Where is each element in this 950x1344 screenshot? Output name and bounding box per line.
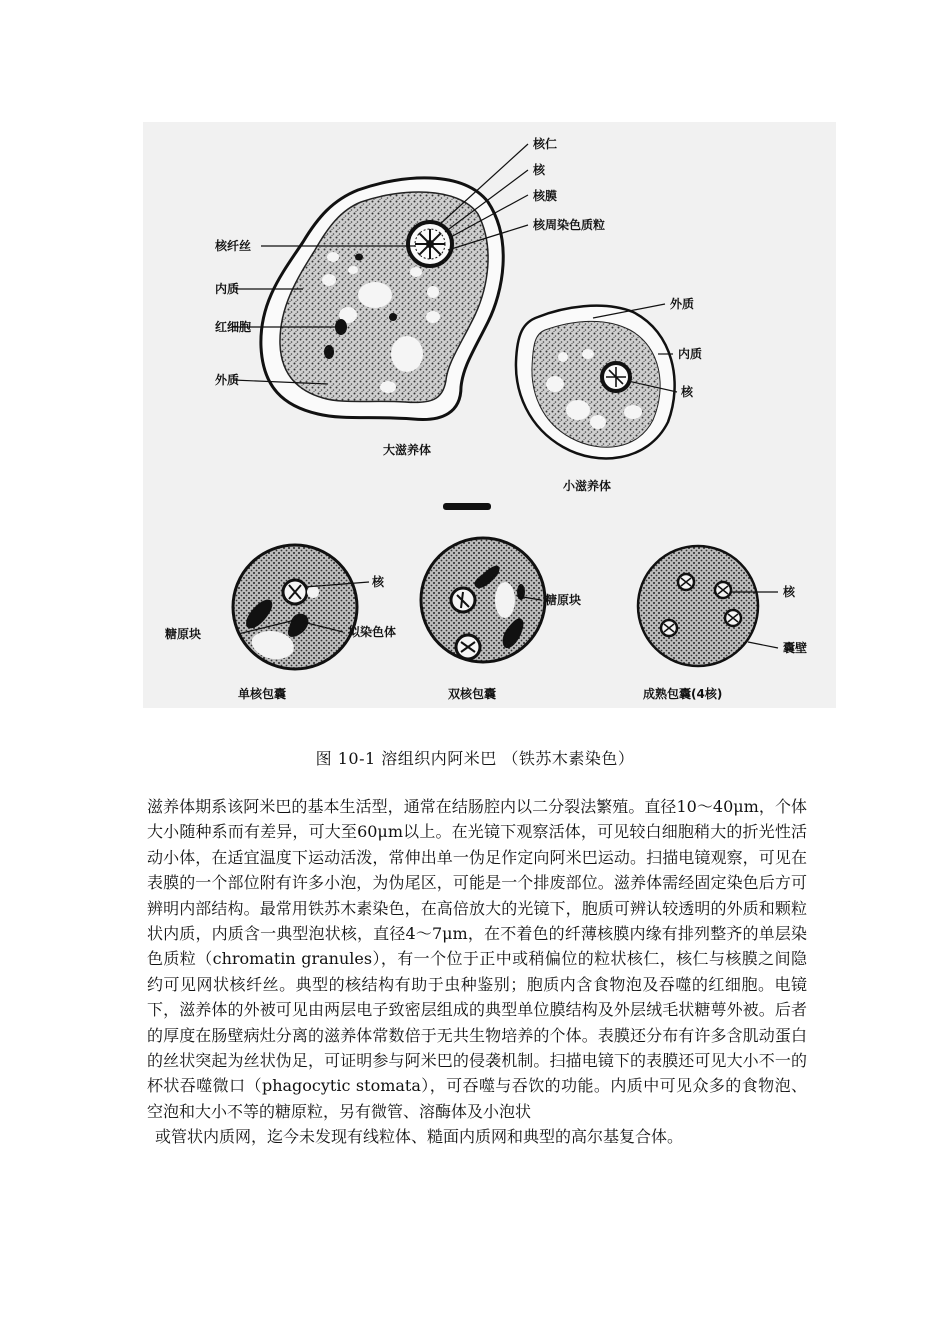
label-endoplasm: 内质: [215, 282, 240, 296]
caption-small-trophozoite: 小滋养体: [563, 479, 612, 493]
body-text: [147, 794, 807, 1150]
label-nuclear-membrane: 核膜: [533, 189, 558, 203]
label-ectoplasm: 外质: [215, 373, 240, 387]
label-small-ectoplasm: 外质: [670, 297, 695, 311]
figure-caption: 图 10-1 溶组织内阿米巴 （铁苏木素染色）: [315, 749, 635, 768]
label-cyst-glycogen: 糖原块: [165, 627, 202, 641]
caption-big-trophozoite: 大滋养体: [383, 443, 432, 457]
amoeba-figure: [143, 122, 836, 708]
label-chromatin: 核周染色质粒: [533, 218, 606, 232]
label-small-nucleus: 核: [681, 385, 694, 399]
paragraph-last: 或管状内质网，迄今未发现有线粒体、糙面内质网和典型的高尔基复合体。: [155, 1127, 684, 1147]
label-nucleus: 核: [533, 163, 546, 177]
caption-double-cyst: 双核包囊: [448, 687, 497, 701]
small-trophozoite: [516, 306, 675, 459]
label-red-cell: 红细胞: [215, 320, 252, 334]
paragraph-main: 滋养体期系该阿米巴的基本生活型，通常在结肠腔内以二分裂法繁殖。直径10～40μm，个体大小随种系而有差异，可大至60μm以上。在光镜下观察活体，可见较白细胞稍大的折光性活动小体，在适宜温度下运动活泼，常伸出单一伪足作定向阿米巴运动。扫描电镜观察，可见在表膜的一个部位附有许多小泡，为伪尾区，可能是一个排废部位。滋养体需经固定染色后方可辨明内部结构。最常用铁苏木素染色，在高倍放大的光镜下，胞质可辨认较透明的外质和颗粒状内质，内质含一典型泡状核，直径4～7μm，在不着色的纤薄核膜内缘有排列整齐的单层染色质粒（chromatin granules），有一个位于正中或稍偏位的粒状核仁，核仁与核膜之间隐约可见网状核纤丝。典型的核结构有助于虫种鉴别；胞质内含食物泡及吞噬的红细胞。电镜下，滋养体的外被可见由两层电子致密层组成的典型单位膜结构及外层绒毛状糖萼外被。后者的厚度在肠壁病灶分离的滋养体常数倍于无共生物培养的个体。表膜还分布有许多含肌动蛋白的丝状突起为丝状伪足，可证明参与阿米巴的侵袭机制。扫描电镜下的表膜还可见大小不一的杯状吞噬微口（phagocytic stomata），可吞噬与吞饮的功能。内质中可见众多的食物泡、空泡和大小不等的糖原粒，另有微管、溶酶体及小泡状: [147, 797, 807, 1121]
single-nucleus-cyst: [233, 545, 357, 669]
caption-mature-cyst: 成熟包囊(4核): [643, 687, 723, 701]
label-small-endoplasm: 内质: [678, 347, 703, 361]
label-mature-nucleus: 核: [783, 585, 796, 599]
label-cyst-nucleus: 核: [372, 575, 385, 589]
label-nucleolus: 核仁: [533, 137, 558, 151]
label-cyst-wall: 囊壁: [783, 641, 808, 655]
mature-cyst: [638, 546, 758, 666]
double-nucleus-cyst: [421, 538, 545, 662]
label-double-glycogen: 糖原块: [545, 593, 582, 607]
divider-mark: [443, 503, 491, 510]
label-karyosome-fibril: 核纤丝: [215, 239, 252, 253]
caption-single-cyst: 单核包囊: [238, 687, 287, 701]
label-cyst-chromatoid: 拟染色体: [348, 625, 397, 639]
